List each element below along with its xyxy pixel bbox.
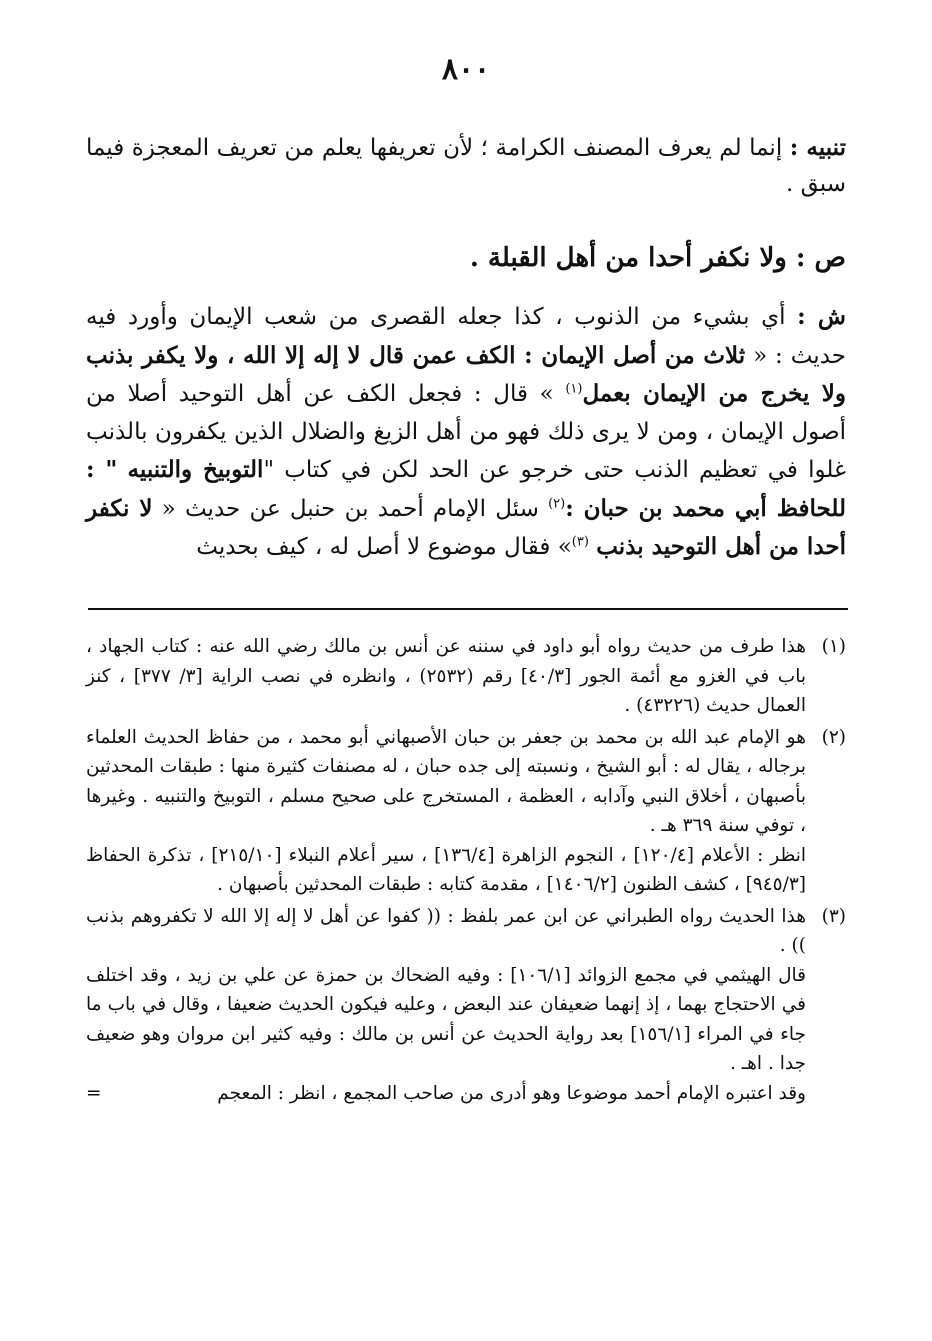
sharh-text-4 bbox=[196, 534, 589, 560]
sharh-label: ش : bbox=[797, 303, 847, 330]
hadith-text-2: لا نكفر أحدا من أهل التوحيد بذنب bbox=[86, 494, 846, 560]
footnote-ref-3[interactable]: (٣) bbox=[571, 534, 589, 550]
footnote-text: هذا طرف من حديث رواه أبو داود في سننه عن أنس بن مالك رضي الله عنه : كتاب الجهاد ، باب في الغزو مع أئمة الجور [٤٠/٣] رقم (٢٥٣٢) ، وانظره في نصب الراية [٣/ ٣٧٧] ، كنز العمال حديث (٤٣٢٢٦) . bbox=[86, 636, 806, 716]
tanbih-text: إنما لم يعرف المصنف الكرامة ؛ لأن تعريفها يعلم من تعريف المعجزة فيما سبق . bbox=[86, 135, 846, 197]
footnotes bbox=[86, 632, 846, 1110]
author-name: " : للحافظ أبي محمد بن حبان : bbox=[86, 456, 846, 522]
footnote-mark: (٢) bbox=[821, 726, 846, 748]
footnote-mark: (٣) bbox=[821, 905, 846, 927]
footnote-divider bbox=[88, 608, 848, 610]
book-title: التوبيخ والتنبيه bbox=[127, 456, 264, 483]
footnote-text-last bbox=[86, 1079, 806, 1109]
sharh-text-4-body: » فقال موضوع لا أصل له ، كيف بحديث bbox=[196, 534, 572, 560]
sharh-paragraph bbox=[86, 298, 846, 567]
footnote-mark: (١) bbox=[821, 636, 846, 657]
tanbih-label: تنبيه : bbox=[789, 134, 846, 161]
continuation-mark: = bbox=[86, 1082, 102, 1104]
sharh-text-3: سئل الإمام أحمد بن حنبل عن حديث « bbox=[161, 495, 539, 522]
footnote-ref-1[interactable]: (١) bbox=[565, 381, 583, 397]
footnote-1 bbox=[86, 632, 846, 721]
tanbih-paragraph bbox=[86, 130, 846, 202]
footnote-ref-2[interactable]: (٢) bbox=[548, 495, 566, 511]
footnote-text: هو الإمام عبد الله بن محمد بن جعفر بن حبان الأصبهاني أبو محمد ، من حفاظ الحديث العلماء برجاله ، يقال له : أبو الشيخ ، ونسبته إلى جده حبان ، له مصنفات كثيرة منها : طبقات المحدثين بأصبهان ، أخلاق النبي وآدابه ، العظمة ، المستخرج على صحيح مسلم ، التوبيخ والتنبيه . وغيرها ، توفي سنة ٣٦٩ هـ . bbox=[86, 726, 806, 836]
footnote-3 bbox=[86, 902, 846, 1109]
footnote-text: هذا الحديث رواه الطبراني عن ابن عمر بلفظ : (( كفوا عن أهل لا إله إلا الله لا تكفروهم بذنب )) . bbox=[86, 905, 806, 956]
footnote-text-body: وقد اعتبره الإمام أحمد موضوعا وهو أدرى من صاحب المجمع ، انظر : المعجم bbox=[217, 1082, 806, 1104]
sharh-text-1: أي بشيء من الذنوب ، كذا جعله القصرى من شعب الإيمان وأورد فيه حديث : « bbox=[86, 304, 846, 369]
page-number: ٨٠٠ bbox=[441, 52, 491, 87]
matn-text: ص : ولا نكفر أحدا من أهل القبلة . bbox=[469, 243, 846, 273]
sharh-text-2: » قال : فجعل الكف عن أهل التوحيد أصلا من أصول الإيمان ، ومن لا يرى ذلك فهو من أهل الزيغ والضلال الذين يكفرون بالذنب غلوا في تعظيم الذنب حتى خرجو عن الحد لكن في كتاب " bbox=[86, 381, 847, 483]
footnote-2 bbox=[86, 723, 846, 900]
hadith-text-1: ثلاث من أصل الإيمان : الكف عمن قال لا إله إلا الله ، ولا يكفر بذنب ولا يخرج من الإيمان بعمل bbox=[86, 341, 846, 407]
footnote-text: انظر : الأعلام [١٢٠/٤] ، النجوم الزاهرة [١٣٦/٤] ، سير أعلام النبلاء [٢١٥/١٠] ، تذكرة الحفاظ [٩٤٥/٣] ، كشف الظنون [١٤٠٦/٢] ، مقدمة كتابه : طبقات المحدثين بأصبهان . bbox=[86, 844, 806, 895]
footnote-text: قال الهيثمي في مجمع الزوائد [١٠٦/١] : وفيه الضحاك بن حمزة عن علي بن زيد ، وقد اختلف في الاحتجاج بهما ، إذ إنهما ضعيفان عند البعض ، وعليه فيكون الحديث ضعيفا ، وقال في باب ما جاء في المراء [١٥٦/١] بعد رواية الحديث عن أنس بن مالك : وفيه كثير ابن مروان وهو ضعيف جدا . اهـ . bbox=[86, 964, 807, 1074]
